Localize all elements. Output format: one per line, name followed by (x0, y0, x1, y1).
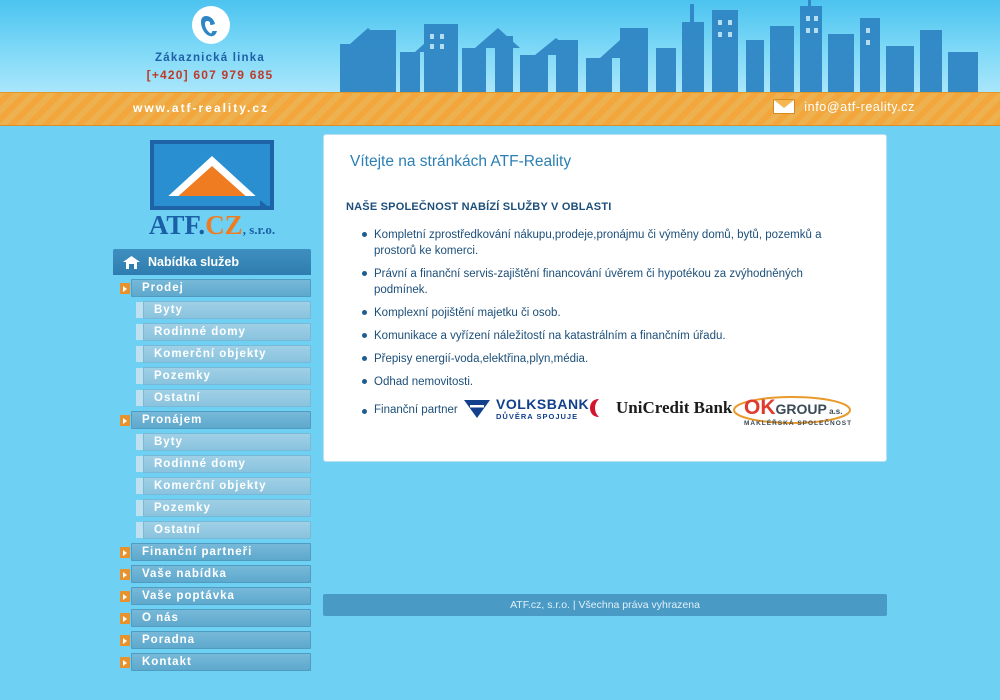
services-list (324, 227, 886, 390)
okgroup-ok: OK (744, 396, 776, 419)
partner-logo-volksbank[interactable] (464, 396, 589, 421)
service-item: Komunikace a vyřízení náležitostí na katastrálním a finančním úřadu. (364, 328, 856, 344)
menu-item-label: Pozemky (154, 370, 211, 382)
menu-item-5[interactable] (143, 389, 311, 407)
service-item: Komplexní pojištění majetku či osob. (364, 305, 856, 321)
okgroup-tagline: MAKLÉŘSKÁ SPOLEČNOST (744, 420, 853, 427)
menu-item-10[interactable] (143, 499, 311, 517)
menu-item-4[interactable] (143, 367, 311, 385)
partner-logo-unicredit[interactable] (589, 398, 732, 418)
email-link[interactable]: info@atf-reality.cz (804, 99, 915, 114)
volksbank-name: VOLKSBANK (496, 396, 590, 412)
menu-item-label: Ostatní (154, 524, 201, 536)
unicredit-name: UniCredit Bank (616, 398, 733, 417)
footer: ATF.cz, s.r.o. | Všechna práva vyhrazena (323, 594, 887, 616)
menu-item-label: Komerční objekty (154, 348, 267, 360)
envelope-icon (773, 99, 795, 114)
chevron-right-icon (120, 283, 130, 294)
menu-item-label: Finanční partneři (142, 546, 253, 558)
menu-item-13[interactable] (131, 565, 311, 583)
menu-item-label: Vaše nabídka (142, 568, 227, 580)
menu-item-7[interactable] (143, 433, 311, 451)
website-link[interactable]: www.atf-reality.cz (133, 101, 270, 115)
menu-item-label: Pozemky (154, 502, 211, 514)
menu-item-label: Rodinné domy (154, 326, 246, 338)
chevron-right-icon (120, 657, 130, 668)
unicredit-mark (589, 398, 609, 418)
brand-logo[interactable] (113, 134, 311, 239)
service-item: Kompletní zprostředkování nákupu,prodeje,pronájmu či výměny domů, bytů, pozemků a prostorů ke komerci. (364, 227, 856, 259)
menu-item-label: Byty (154, 436, 183, 448)
submenu-marker-icon (136, 456, 143, 472)
chevron-right-icon (120, 613, 130, 624)
menu-item-9[interactable] (143, 477, 311, 495)
menu-item-label: Rodinné domy (154, 458, 246, 470)
menu-item-17[interactable] (131, 653, 311, 671)
service-item: Odhad nemovitosti. (364, 374, 856, 390)
submenu-marker-icon (136, 324, 143, 340)
menu-item-label: Pronájem (142, 414, 203, 426)
sidebar (113, 134, 311, 675)
menu-item-2[interactable] (143, 323, 311, 341)
house-roof-logo (150, 140, 274, 210)
menu-item-1[interactable] (143, 301, 311, 319)
okgroup-group: GROUP (775, 401, 827, 417)
menu-item-0[interactable] (131, 279, 311, 297)
chevron-right-icon (120, 591, 130, 602)
menu-item-11[interactable] (143, 521, 311, 539)
menu-item-6[interactable] (131, 411, 311, 429)
menu-item-label: Vaše poptávka (142, 590, 235, 602)
menu-item-16[interactable] (131, 631, 311, 649)
submenu-marker-icon (136, 434, 143, 450)
content-panel (323, 134, 887, 462)
email-block[interactable] (773, 99, 915, 114)
menu-item-12[interactable] (131, 543, 311, 561)
chevron-right-icon (120, 635, 130, 646)
customer-phone: [+420] 607 979 685 (146, 68, 274, 82)
chevron-right-icon (120, 415, 130, 426)
menu-item-label: Byty (154, 304, 183, 316)
content-subtitle: NAŠE SPOLEČNOST NABÍZÍ SLUŽBY V OBLASTI (346, 201, 612, 213)
customer-line-label: Zákaznická linka (155, 52, 265, 64)
house-icon (123, 256, 140, 269)
skyline-illustration (320, 0, 1000, 92)
menu-item-14[interactable] (131, 587, 311, 605)
contact-bar (0, 92, 1000, 126)
menu-header-label: Nabídka služeb (148, 255, 239, 269)
menu-item-3[interactable] (143, 345, 311, 363)
okgroup-as: a.s. (826, 407, 843, 416)
page-title: Vítejte na stránkách ATF-Reality (350, 153, 572, 170)
partners-row (324, 396, 886, 460)
menu-item-label: Kontakt (142, 656, 192, 668)
partner-logo-okgroup[interactable] (736, 394, 852, 427)
submenu-marker-icon (136, 390, 143, 406)
partner-label: Finanční partner (364, 404, 458, 416)
menu-item-15[interactable] (131, 609, 311, 627)
submenu-marker-icon (136, 368, 143, 384)
chevron-right-icon (120, 547, 130, 558)
volksbank-tagline: DŮVĚRA SPOJUJE (496, 412, 579, 421)
submenu-marker-icon (136, 500, 143, 516)
site-header (0, 0, 1000, 92)
service-item: Přepisy energií-voda,elektřina,plyn,média. (364, 351, 856, 367)
submenu-marker-icon (136, 478, 143, 494)
chevron-right-icon (120, 569, 130, 580)
menu-item-label: Prodej (142, 282, 184, 294)
brand-wordmark: ATF.CZ, s.r.o. (148, 210, 276, 240)
main-navigation (113, 279, 311, 671)
service-item: Právní a finanční servis-zajištění financování úvěrem či hypotékou za zvýhodněných podmínek. (364, 266, 856, 298)
menu-item-label: Komerční objekty (154, 480, 267, 492)
volksbank-mark (464, 398, 490, 420)
menu-header (113, 249, 311, 275)
submenu-marker-icon (136, 346, 143, 362)
menu-item-label: Ostatní (154, 392, 201, 404)
submenu-marker-icon (136, 522, 143, 538)
menu-item-label: Poradna (142, 634, 196, 646)
submenu-marker-icon (136, 302, 143, 318)
menu-item-label: O nás (142, 612, 179, 624)
phone-handset-icon (192, 6, 230, 44)
menu-item-8[interactable] (143, 455, 311, 473)
